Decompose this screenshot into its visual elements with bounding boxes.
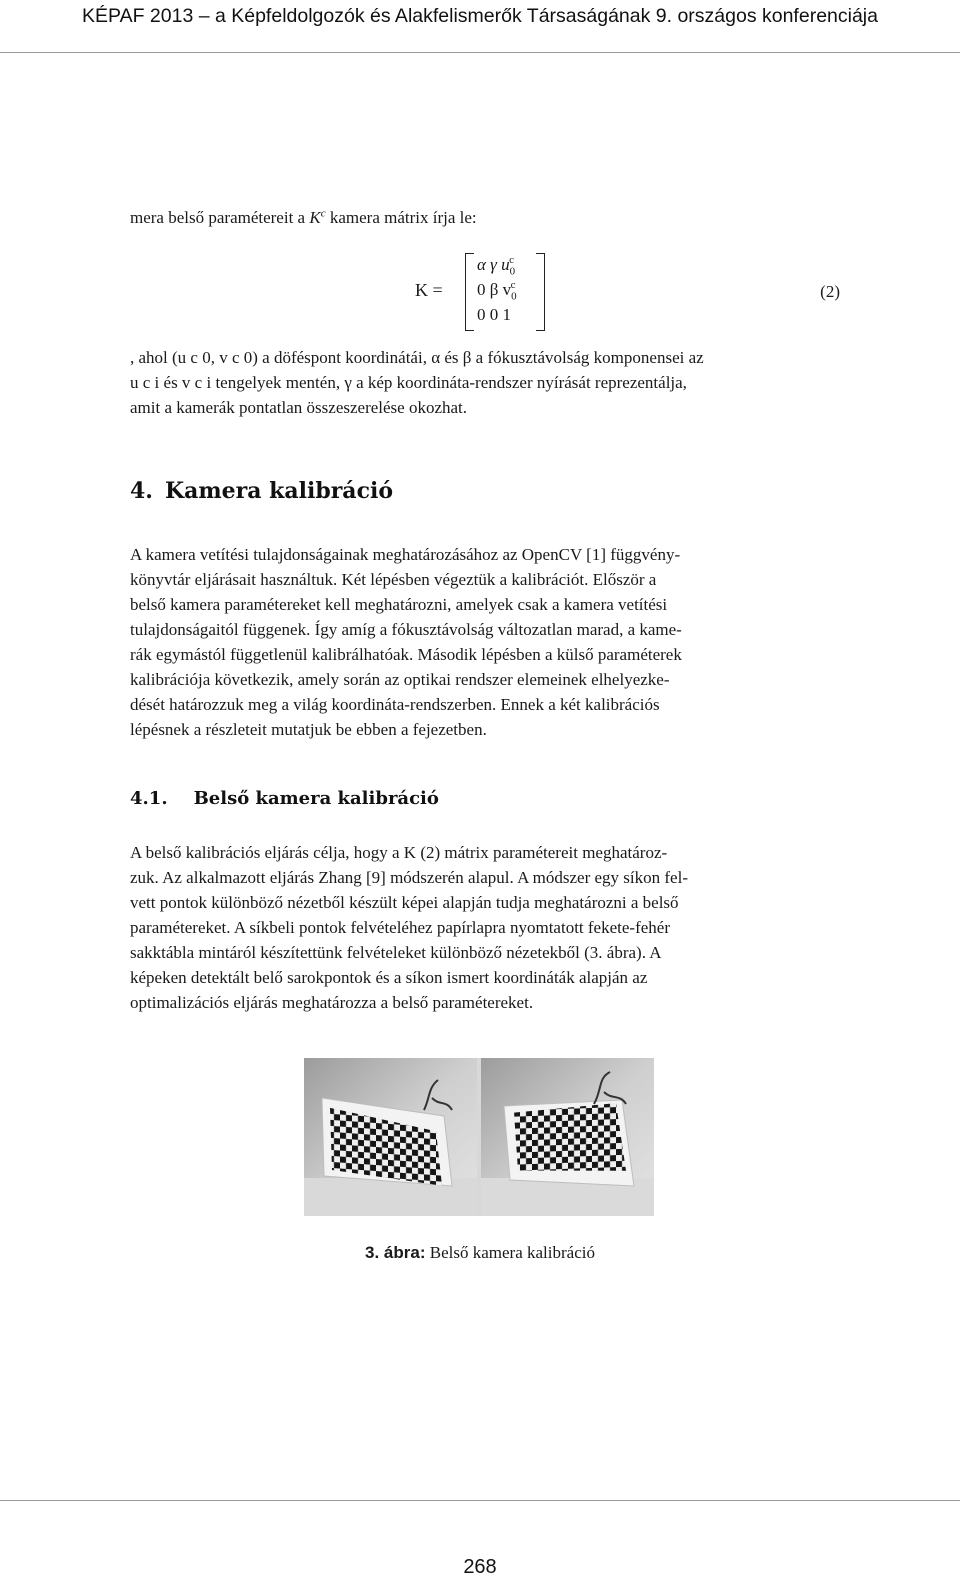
- line: vett pontok különböző nézetből készült képei alapján tudja meghatározni a belső: [130, 893, 679, 912]
- line: lépésnek a részleteit mutatjuk be ebben a fejezetben.: [130, 720, 487, 739]
- camera-matrix: [465, 253, 545, 331]
- right-bracket: [536, 253, 545, 331]
- section-4-paragraph: [130, 542, 840, 742]
- section-4-1-paragraph: [130, 840, 840, 1015]
- line: A kamera vetítési tulajdonságainak meghatározásához az OpenCV [1] függvény-: [130, 545, 681, 564]
- equation-number: (2): [820, 282, 840, 301]
- line: képeken detektált belő sarokpontok és a síkon ismert koordináták alapján az: [130, 968, 648, 987]
- figure-caption: [0, 1243, 960, 1263]
- matrix-row-1: α γ $u_0^c$: [477, 254, 516, 278]
- line: belső kamera paramétereket kell meghatározni, amelyek csak a kamera vetítési: [130, 595, 668, 614]
- footer-divider: [0, 1500, 960, 1501]
- line-1: , ahol (u c 0, v c 0) a döféspont koordinátái, α és β a fókusztávolság komponensei az: [130, 348, 704, 367]
- line: könyvtár eljárásait használtuk. Két lépésben végeztük a kalibrációt. Először a: [130, 570, 657, 589]
- section-heading-4-1: 4.1. Belső kamera kalibráció: [130, 788, 439, 809]
- caption-text: Belső kamera kalibráció: [425, 1243, 595, 1262]
- line: paramétereket. A síkbeli pontok felvételéhez papírlapra nyomtatott fekete-fehér: [130, 918, 670, 937]
- line: dését határozzuk meg a világ koordináta-rendszerben. Ennek a két kalibrációs: [130, 695, 660, 714]
- matrix-row-3: 0 0 1: [477, 305, 511, 324]
- running-header: [0, 0, 960, 56]
- line: tulajdonságaitól függenek. Így amíg a fókusztávolság változatlan marad, a kame-: [130, 620, 682, 639]
- equation-lhs: K =: [415, 280, 443, 300]
- intro-paragraph: mera belső paramétereit a $K^c$ kamera mátrix írja le:: [130, 207, 477, 227]
- photo-right: [481, 1058, 654, 1216]
- equation-explanation: [130, 345, 840, 420]
- left-bracket: [465, 253, 474, 331]
- line: optimalizációs eljárás meghatározza a belső paramétereket.: [130, 993, 534, 1012]
- line: rák egymástól függetlenül kalibrálhatóak. Második lépésben a külső paraméterek: [130, 645, 682, 664]
- equation-2: [130, 250, 840, 335]
- matrix-row-2: 0 β $v_0^c$: [477, 279, 517, 303]
- page-number: 268: [463, 1556, 497, 1578]
- line-3: amit a kamerák pontatlan összeszerelése okozhat.: [130, 398, 468, 417]
- line: A belső kalibrációs eljárás célja, hogy a K (2) mátrix paramétereit meghatároz-: [130, 843, 668, 862]
- line: kalibrációja következik, amely során az optikai rendszer elemeinek elhelyezke-: [130, 670, 670, 689]
- matrix-symbol: K: [309, 208, 321, 227]
- line: sakktábla mintáról készítettünk felvételeket különböző nézetekből (3. ábra). A: [130, 943, 662, 962]
- line-2: u c i és v c i tengelyek mentén, γ a kép koordináta-rendszer nyírását reprezentálja,: [130, 373, 687, 392]
- checkerboard-photos: [304, 1058, 654, 1216]
- calibration-figure: [304, 1058, 654, 1216]
- header-divider: [0, 52, 960, 53]
- line: zuk. Az alkalmazott eljárás Zhang [9] módszerén alapul. A módszer egy síkon fel-: [130, 868, 688, 887]
- caption-label: 3. ábra:: [365, 1243, 426, 1262]
- header-title: KÉPAF 2013 – a Képfeldolgozók és Alakfelismerők Társaságának 9. országos konferenciája: [82, 5, 878, 27]
- section-heading-4: 4. Kamera kalibráció: [130, 478, 393, 504]
- photo-left: [304, 1058, 477, 1216]
